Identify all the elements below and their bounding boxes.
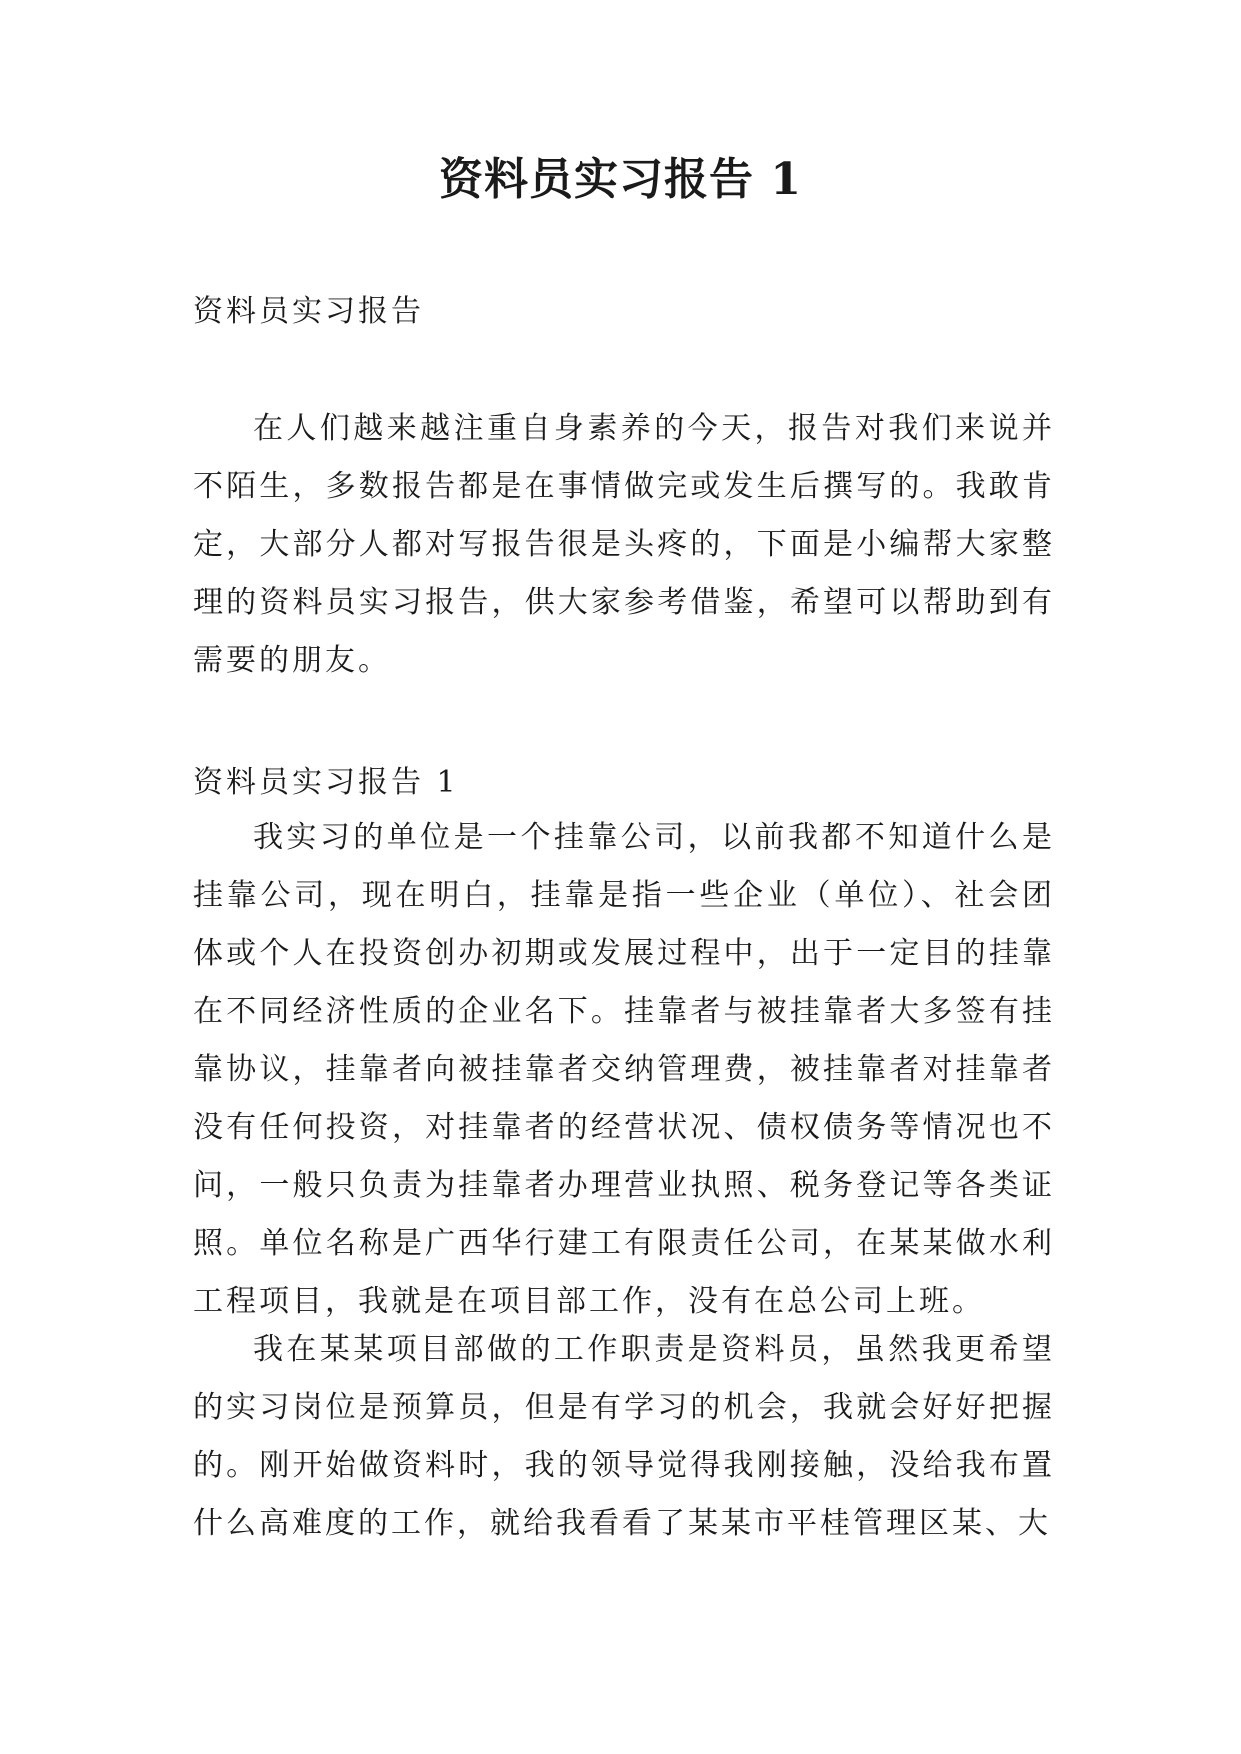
document-subtitle: 资料员实习报告 [193, 294, 424, 329]
section-heading: 资料员实习报告 1 [193, 765, 459, 800]
document-title: 资料员实习报告 1 [439, 154, 802, 205]
intro-paragraph: 在人们越来越注重自身素养的今天，报告对我们来说并不陌生，多数报告都是在事情做完或发生后撰写的。我敢肯定，大部分人都对写报告很是头疼的，下面是小编帮大家整理的资料员实习报告，供大家参考借鉴，希望可以帮助到有需要的朋友。 [193, 411, 1055, 678]
body-paragraph: 我实习的单位是一个挂靠公司，以前我都不知道什么是挂靠公司，现在明白，挂靠是指一些企业（单位）、社会团体或个人在投资创办初期或发展过程中，出于一定目的挂靠在不同经济性质的企业名下。挂靠者与被挂靠者大多签有挂靠协议，挂靠者向被挂靠者交纳管理费，被挂靠者对挂靠者没有任何投资，对挂靠者的经营状况、债权债务等情况也不问，一般只负责为挂靠者办理营业执照、税务登记等各类证照。单位名称是广西华行建工有限责任公司，在某某做水利工程项目，我就是在项目部工作，没有在总公司上班。 [193, 820, 1055, 1319]
body-paragraph: 我在某某项目部做的工作职责是资料员，虽然我更希望的实习岗位是预算员，但是有学习的机会，我就会好好把握的。刚开始做资料时，我的领导觉得我刚接触，没给我布置什么高难度的工作，就给我看看了某某市平桂管理区某、大 [193, 1332, 1055, 1541]
